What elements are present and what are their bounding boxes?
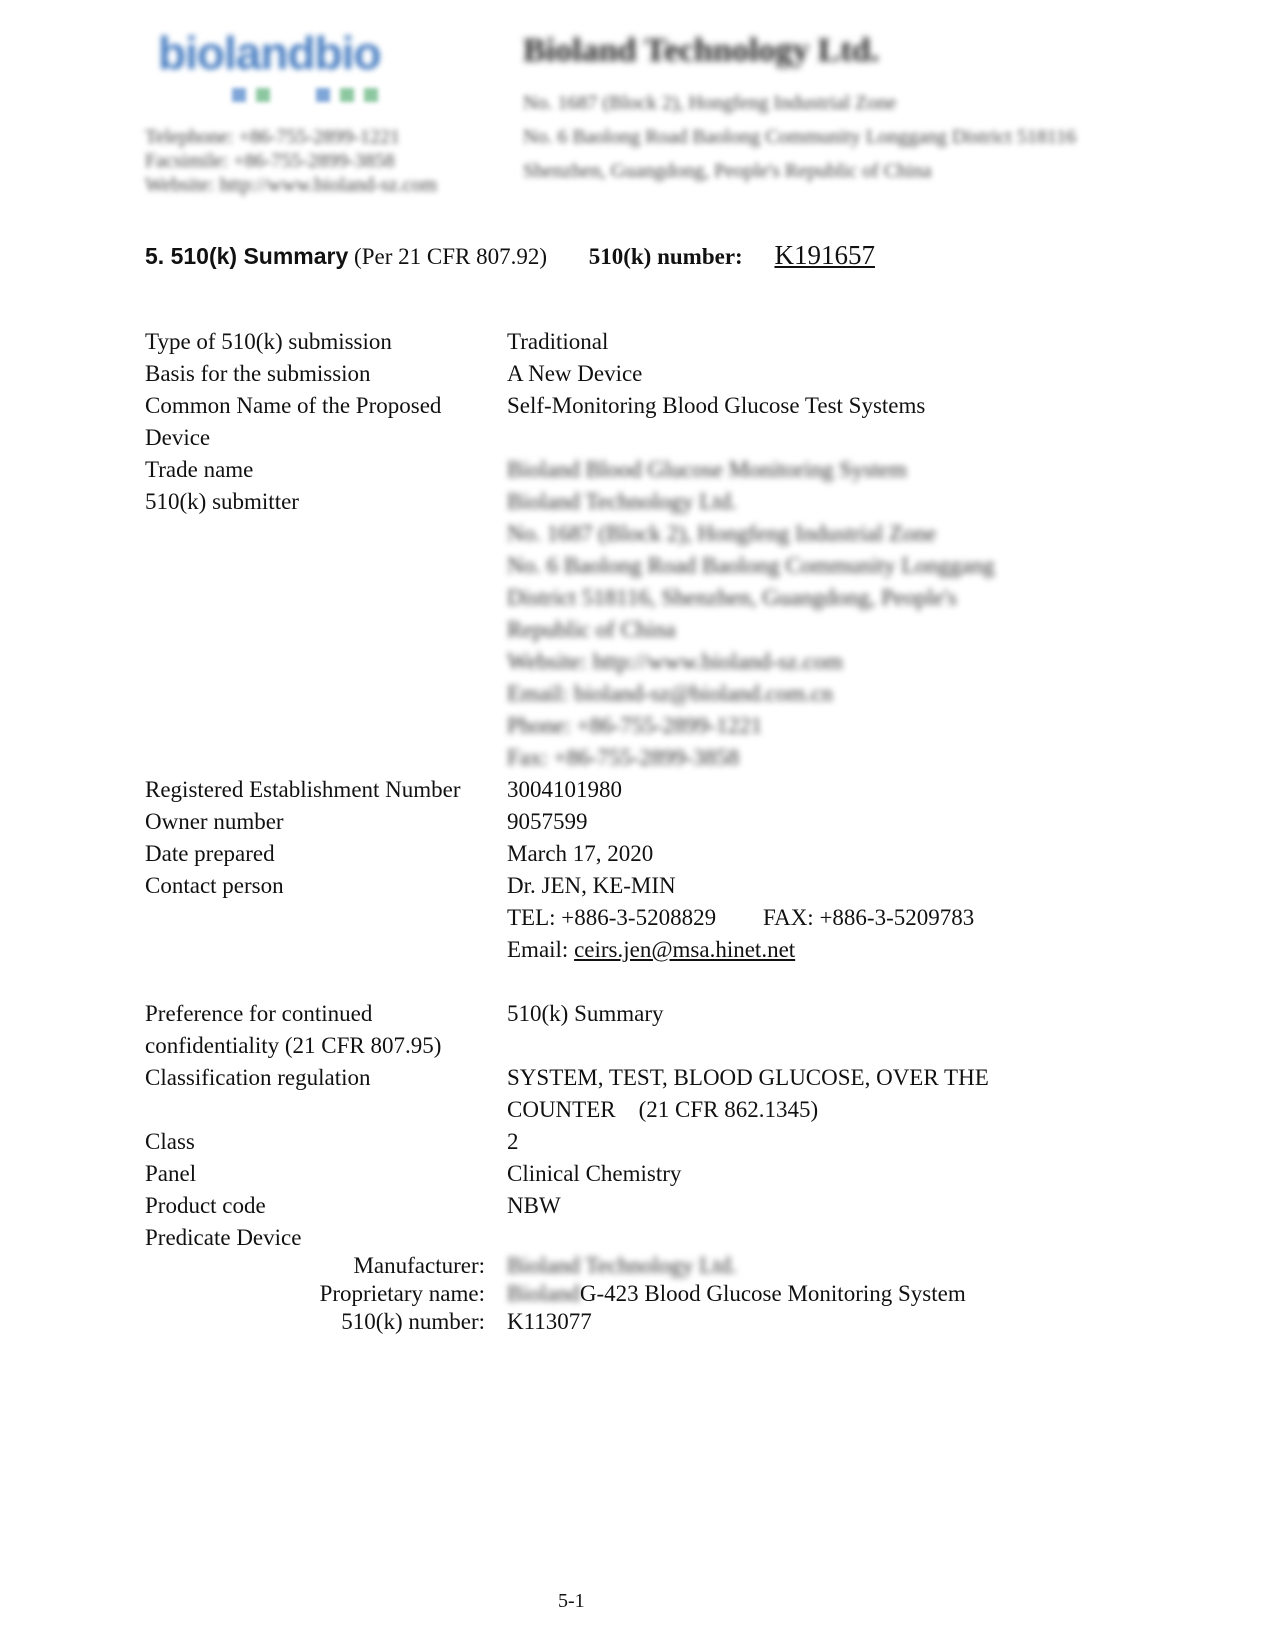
date-value: March 17, 2020: [507, 841, 654, 866]
manufacturer-value: Bioland Technology Ltd.: [507, 1253, 737, 1278]
heading-title: 5. 510(k) Summary: [145, 243, 349, 269]
classification-value: SYSTEM, TEST, BLOOD GLUCOSE, OVER THE: [507, 1065, 989, 1090]
date-label: Date prepared: [145, 841, 275, 866]
company-name: Bioland Technology Ltd.: [523, 32, 880, 69]
summary-heading: [145, 240, 889, 271]
proprietary-prefix: Bioland: [507, 1281, 580, 1306]
contact-email-link[interactable]: ceirs.jen@msa.hinet.net: [574, 937, 796, 962]
proprietary-value: G-423 Blood Glucose Monitoring System: [579, 1281, 966, 1306]
proprietary-label: Proprietary name:: [319, 1281, 485, 1306]
company-address-line: No. 1687 (Block 2), Hongfeng Industrial Zone: [523, 92, 897, 114]
product-code-value: NBW: [507, 1193, 561, 1218]
common-name-value: Self-Monitoring Blood Glucose Test Systems: [507, 393, 926, 418]
preference-label: Preference for continued: [145, 1001, 373, 1026]
owner-label: Owner number: [145, 809, 284, 834]
company-logo: biolandbio: [158, 27, 381, 79]
establishment-label: Registered Establishment Number: [145, 777, 461, 802]
submitter-line: Email: bioland-sz@bioland.com.cn: [507, 681, 833, 706]
classification-label: Classification regulation: [145, 1065, 371, 1090]
panel-label: Panel: [145, 1161, 197, 1186]
contact-name: Dr. JEN, KE-MIN: [507, 873, 676, 898]
contact-tel: TEL: +886-3-5208829: [507, 905, 717, 930]
company-contact-line: Facsimile: +86-755-2899-3858: [145, 150, 395, 172]
predicate-label: Predicate Device: [145, 1225, 302, 1250]
type-label: Type of 510(k) submission: [145, 329, 392, 354]
class-label: Class: [145, 1129, 195, 1154]
type-value: Traditional: [507, 329, 609, 354]
submitter-line: Bioland Technology Ltd.: [507, 489, 737, 514]
submitter-line: Phone: +86-755-2899-1221: [507, 713, 763, 738]
owner-value: 9057599: [507, 809, 588, 834]
submitter-line: Website: http://www.bioland-sz.com: [507, 649, 843, 674]
common-name-label: Common Name of the Proposed: [145, 393, 442, 418]
logo-dots: [232, 88, 378, 102]
trade-name-label: Trade name: [145, 457, 254, 482]
heading-reference: (Per 21 CFR 807.92): [354, 244, 547, 269]
submitter-line: District 518116, Shenzhen, Guangdong, People's: [507, 585, 957, 610]
company-contact-line: Website: http://www.bioland-sz.com: [145, 174, 438, 196]
preference-value: 510(k) Summary: [507, 1001, 664, 1026]
heading-number-value: K191657: [774, 240, 875, 270]
page-number: 5-1: [558, 1590, 585, 1612]
company-contact-line: Telephone: +86-755-2899-1221: [145, 126, 400, 148]
company-address-line: Shenzhen, Guangdong, People's Republic of China: [523, 160, 932, 182]
contact-fax: FAX: +886-3-5209783: [763, 905, 975, 930]
trade-name-value: Bioland Blood Glucose Monitoring System: [507, 457, 907, 482]
submitter-line: Republic of China: [507, 617, 676, 642]
predicate-number-value: K113077: [507, 1309, 592, 1334]
product-code-label: Product code: [145, 1193, 266, 1218]
submitter-label: 510(k) submitter: [145, 489, 299, 514]
contact-email-row: [507, 934, 795, 966]
company-address-line: No. 6 Baolong Road Baolong Community Longgang District 518116: [523, 126, 1077, 148]
heading-number-label: 510(k) number:: [588, 244, 743, 269]
predicate-number-label: 510(k) number:: [341, 1309, 485, 1334]
classification-value-cont: COUNTER (21 CFR 862.1345): [507, 1097, 819, 1122]
basis-label: Basis for the submission: [145, 361, 371, 386]
class-value: 2: [507, 1129, 519, 1154]
contact-email-prefix: Email:: [507, 937, 575, 962]
manufacturer-label: Manufacturer:: [353, 1253, 485, 1278]
contact-label: Contact person: [145, 873, 284, 898]
establishment-value: 3004101980: [507, 777, 622, 802]
submitter-line: No. 1687 (Block 2), Hongfeng Industrial Zone: [507, 521, 937, 546]
basis-value: A New Device: [507, 361, 643, 386]
common-name-label-cont: Device: [145, 425, 211, 450]
submitter-line: Fax: +86-755-2899-3858: [507, 745, 740, 770]
preference-label-cont: confidentiality (21 CFR 807.95): [145, 1033, 442, 1058]
panel-value: Clinical Chemistry: [507, 1161, 682, 1186]
submitter-line: No. 6 Baolong Road Baolong Community Longgang: [507, 553, 995, 578]
